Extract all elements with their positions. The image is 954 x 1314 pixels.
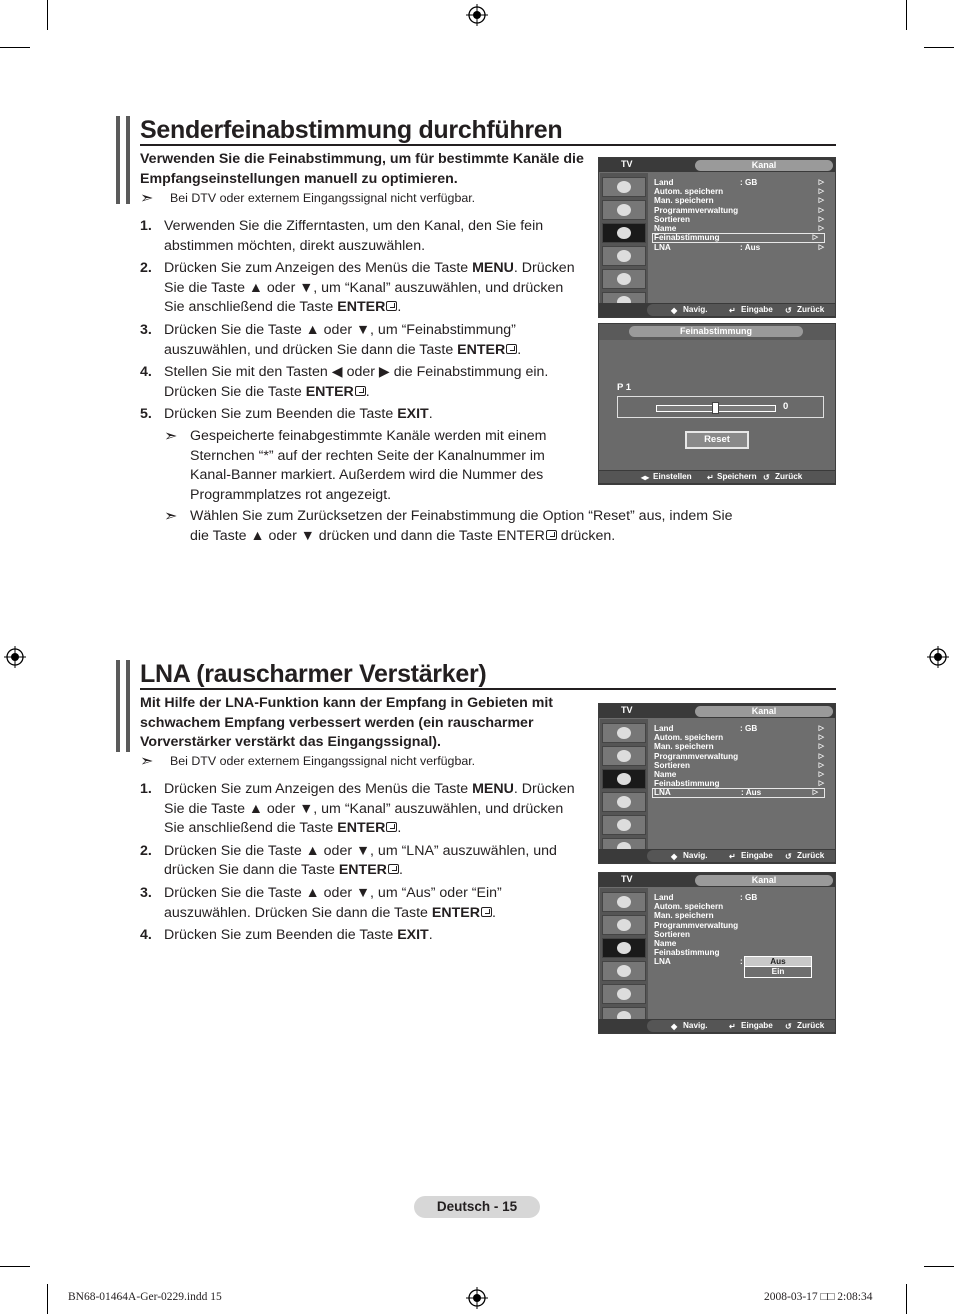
osd-lna-options	[598, 872, 836, 1034]
osd-item-lna[interactable]: LNA :	[654, 957, 743, 967]
osd-menu-title: Kanal	[695, 160, 833, 171]
step-number: 1.	[140, 781, 152, 797]
key-label: ENTER	[431, 904, 480, 921]
osd-item-name[interactable]: Name ▷	[654, 769, 824, 779]
osd-item-sort[interactable]: Sortieren	[654, 929, 690, 939]
step-number: 3.	[140, 884, 152, 901]
osd-item-sort[interactable]: Sortieren ▷	[654, 760, 824, 770]
osd-header	[599, 704, 835, 718]
return-icon: ↺	[785, 852, 792, 861]
osd-item-manual-store[interactable]: Man. speichern ▷	[654, 742, 824, 752]
tip-text: drücken.	[556, 527, 616, 544]
navigate-icon: ◆	[671, 1022, 678, 1031]
osd-tv-label: TV	[621, 705, 633, 715]
arrow-right-icon: ▷	[818, 761, 824, 769]
reset-button[interactable]: Reset	[685, 431, 749, 449]
note	[140, 190, 610, 207]
arrow-right-icon: ▷	[818, 197, 824, 205]
step-text: Verwenden Sie die Zifferntasten, um den Kanal, den Sie fein abstimmen möchten, direkt auszuwählen.	[164, 218, 544, 254]
osd-item-land[interactable]: Land : GB ▷	[654, 724, 824, 733]
step-number: 4.	[140, 364, 152, 381]
setup-menu-icon	[602, 961, 646, 981]
section-bar	[116, 116, 130, 204]
osd-item-lna[interactable]: LNA : Aus ▷	[654, 242, 824, 252]
osd-footer: ◆ Navig. ↵ Eingabe ↺ Zurück	[599, 303, 835, 317]
sound-menu-icon	[602, 915, 646, 935]
navigate-icon: ◆	[671, 852, 678, 861]
step-number: 3.	[140, 321, 152, 338]
step-text: . Drücken Sie die Taste ▲ oder ▼, um “Kanal” auszuwählen, und drücken Sie anschließend die Taste	[164, 260, 575, 316]
enter-icon: ↵	[707, 473, 714, 482]
osd-header	[599, 158, 835, 172]
osd-item-channel-manager[interactable]: Programmverwaltung ▷	[654, 751, 824, 761]
osd-item-auto-store[interactable]: Autom. speichern ▷	[654, 733, 824, 743]
step-item	[140, 926, 584, 946]
osd-menu-list	[654, 724, 834, 798]
sound-menu-icon	[602, 746, 646, 766]
channel-menu-icon	[602, 938, 646, 958]
osd-channel-menu-lna	[598, 703, 836, 864]
osd-item-auto-store[interactable]: Autom. speichern	[654, 902, 724, 912]
osd-fine-title: Feinabstimmung	[629, 326, 803, 337]
step-text: .	[428, 406, 433, 423]
arrow-right-icon: ▷	[818, 743, 824, 751]
step-number: 2.	[140, 260, 152, 277]
key-label: EXIT	[397, 927, 429, 944]
step-item	[140, 259, 586, 318]
arrow-note-icon: ➣	[164, 508, 178, 526]
arrow-right-icon: ▷	[818, 780, 824, 788]
osd-item-manual-store[interactable]: Man. speichern	[654, 911, 714, 921]
osd-header	[599, 873, 835, 887]
crop-mark	[924, 1266, 954, 1267]
channel-menu-icon	[602, 769, 646, 789]
osd-item-name[interactable]: Name	[654, 938, 677, 948]
fine-tune-value: 0	[783, 401, 789, 412]
note-text: Bei DTV oder externem Eingangssignal nicht verfügbar.	[170, 191, 476, 205]
return-icon: ↺	[785, 1022, 792, 1031]
section-bar	[116, 660, 130, 752]
setup-menu-icon	[602, 792, 646, 812]
step-item	[140, 842, 584, 881]
osd-tv-label: TV	[621, 874, 633, 884]
step-text: .	[517, 341, 522, 358]
osd-sidebar	[600, 173, 648, 303]
step-text: Drücken Sie zum Anzeigen des Menüs die Taste	[164, 781, 473, 797]
crop-mark	[906, 0, 907, 30]
osd-item-fine-tune[interactable]: Feinabstimmung ▷	[652, 233, 825, 242]
arrow-right-icon: ▷	[818, 188, 824, 196]
osd-footer: ◆ Navig. ↵ Eingabe ↺ Zurück	[599, 849, 835, 863]
step-text: .	[428, 927, 433, 944]
step-item	[140, 780, 584, 839]
key-label: ENTER	[305, 383, 354, 400]
arrow-note-icon: ➣	[140, 190, 154, 207]
enter-key-icon	[481, 907, 492, 917]
osd-sidebar	[600, 719, 648, 849]
step-text: Stellen Sie mit den Tasten ◀ oder ▶ die Feinabstimmung ein. Drücken Sie die Taste	[164, 364, 549, 400]
step-text: Drücken Sie zum Anzeigen des Menüs die Taste	[164, 260, 473, 277]
section-title: LNA (rauscharmer Verstärker)	[140, 660, 487, 688]
arrow-right-icon: ▷	[812, 234, 818, 242]
registration-mark-icon	[927, 646, 949, 668]
navigate-icon: ◆	[671, 306, 678, 315]
step-item	[140, 217, 586, 256]
step-text: .	[397, 299, 402, 316]
key-label: ENTER	[337, 820, 386, 837]
arrow-right-icon: ▷	[812, 789, 818, 797]
key-label: ENTER	[457, 341, 506, 358]
return-icon: ↺	[763, 473, 770, 482]
step-text: Drücken Sie zum Beenden die Taste	[164, 406, 398, 423]
key-label: ENTER	[338, 862, 387, 879]
osd-tv-label: TV	[621, 159, 633, 169]
crop-mark	[0, 1266, 30, 1267]
left-right-icon: ◂▸	[641, 473, 650, 482]
setup-menu-icon	[602, 246, 646, 266]
step-text: Drücken Sie die Taste ▲ oder ▼, um “Feinabstimmung” auszuwählen, und drücken Sie dann die Taste	[164, 321, 516, 358]
sound-menu-icon	[602, 200, 646, 220]
channel-label: P 1	[617, 382, 632, 393]
enter-icon: ↵	[729, 852, 736, 861]
osd-header	[599, 324, 835, 340]
step-text: . Drücken Sie die Taste ▲ oder ▼, um “Kanal” auszuwählen, und drücken Sie anschließend die Taste	[164, 781, 575, 837]
osd-item-fine-tune[interactable]: Feinabstimmung ▷	[654, 779, 824, 789]
step-item	[140, 405, 586, 425]
osd-menu-title: Kanal	[695, 706, 833, 717]
step-item	[140, 321, 586, 360]
step-text: .	[398, 862, 403, 879]
title-rule	[140, 688, 836, 690]
step-text: Drücken Sie die Taste ▲ oder ▼, um “Aus” oder “Ein” auszuwählen. Drücken Sie dann die Taste	[164, 884, 502, 921]
enter-key-icon	[388, 864, 399, 874]
arrow-right-icon: ▷	[818, 734, 824, 742]
tip-text: Gespeicherte feinabgestimmte Kanäle werden mit einem Sternchen “*” auf der rechten Seite der Kanalnummer im Kanal-Banner markiert. Außerdem wird die Nummer des Programmplatzes rot angezeigt.	[190, 427, 547, 503]
osd-fine-tune	[598, 323, 836, 485]
crop-mark	[906, 1284, 907, 1314]
section-intro: Verwenden Sie die Feinabstimmung, um für bestimmte Kanäle die Empfangseinstellungen manuell zu optimieren.	[140, 151, 584, 187]
key-label: EXIT	[397, 406, 429, 423]
enter-key-icon	[386, 301, 397, 311]
page-number: Deutsch - 15	[414, 1196, 540, 1218]
osd-item-channel-manager[interactable]: Programmverwaltung	[654, 920, 739, 930]
arrow-right-icon: ▷	[818, 770, 824, 778]
arrow-right-icon: ▷	[818, 215, 824, 223]
key-label: MENU	[472, 260, 514, 277]
osd-item-auto-store[interactable]: Autom. speichern ▷	[654, 187, 824, 197]
step-item	[140, 884, 544, 923]
arrow-right-icon: ▷	[818, 206, 824, 214]
arrow-right-icon: ▷	[818, 243, 824, 251]
picture-menu-icon	[602, 723, 646, 743]
step-text: .	[397, 820, 402, 837]
enter-key-icon	[546, 530, 557, 540]
osd-menu-list	[654, 178, 834, 252]
step-text: Drücken Sie die Taste ▲ oder ▼, um “LNA” auszuwählen, und drücken Sie dann die Taste	[164, 842, 557, 879]
arrow-right-icon: ▷	[818, 725, 824, 732]
osd-item-sort[interactable]: Sortieren ▷	[654, 214, 824, 224]
osd-item-fine-tune[interactable]: Feinabstimmung	[654, 948, 720, 958]
arrow-note-icon: ➣	[164, 427, 178, 445]
osd-sidebar	[600, 888, 648, 1019]
step-number: 2.	[140, 842, 152, 859]
step-text: Drücken Sie zum Beenden die Taste	[164, 927, 398, 944]
fine-tune-slider-box	[617, 396, 824, 418]
step-text: .	[365, 383, 370, 400]
tip-note	[164, 507, 740, 546]
picture-menu-icon	[602, 177, 646, 197]
lna-option-ein[interactable]: Ein	[744, 966, 812, 978]
step-number: 5.	[140, 406, 152, 423]
channel-menu-icon	[602, 223, 646, 243]
enter-key-icon	[386, 822, 397, 832]
date-slug: 2008-03-17 □□ 2:08:34	[764, 1291, 873, 1303]
registration-mark-icon	[466, 1287, 488, 1309]
section-title: Senderfeinabstimmung durchführen	[140, 116, 563, 144]
input-menu-icon	[602, 815, 646, 835]
arrow-right-icon: ▷	[818, 179, 824, 186]
enter-key-icon	[355, 386, 366, 396]
osd-item-channel-manager[interactable]: Programmverwaltung ▷	[654, 205, 824, 215]
crop-mark	[47, 1284, 48, 1314]
osd-item-name[interactable]: Name ▷	[654, 223, 824, 233]
registration-mark-icon	[4, 646, 26, 668]
arrow-right-icon: ▷	[818, 224, 824, 232]
slider-thumb[interactable]	[712, 402, 719, 414]
section-intro: Mit Hilfe der LNA-Funktion kann der Empfang in Gebieten mit schwachem Empfang verbessert werden (ein rauscharmer Vorverstärker verstärkt das Eingangssignal).	[140, 695, 554, 750]
osd-item-lna[interactable]: LNA : Aus ▷	[652, 788, 825, 797]
return-icon: ↺	[785, 306, 792, 315]
tip-note	[164, 427, 562, 505]
enter-icon: ↵	[729, 306, 736, 315]
osd-footer: ◂▸ Einstellen ↵ Speichern ↺ Zurück	[599, 470, 835, 484]
osd-item-land[interactable]: Land : GB	[654, 893, 758, 902]
crop-mark	[47, 0, 48, 30]
note	[140, 753, 610, 770]
arrow-right-icon: ▷	[818, 752, 824, 760]
title-rule	[140, 144, 836, 146]
enter-key-icon	[506, 344, 517, 354]
picture-menu-icon	[602, 892, 646, 912]
osd-footer: ◆ Navig. ↵ Eingabe ↺ Zurück	[599, 1019, 835, 1033]
osd-channel-menu	[598, 157, 836, 318]
crop-mark	[924, 47, 954, 48]
arrow-note-icon: ➣	[140, 753, 154, 770]
step-text: .	[492, 904, 496, 921]
osd-menu-title: Kanal	[695, 875, 833, 886]
step-item	[140, 363, 586, 402]
step-number: 4.	[140, 927, 152, 944]
osd-item-manual-store[interactable]: Man. speichern ▷	[654, 196, 824, 206]
tip-text: Wählen Sie zum Zurücksetzen der Feinabstimmung die Option “Reset” aus, indem Sie die Taste ▲ oder ▼ drücken und dann die Taste ENTER	[190, 508, 733, 544]
input-menu-icon	[602, 984, 646, 1004]
lna-option-aus[interactable]: Aus	[744, 956, 812, 967]
key-label: ENTER	[337, 299, 386, 316]
registration-mark-icon	[466, 4, 488, 26]
enter-icon: ↵	[729, 1022, 736, 1031]
note-text: Bei DTV oder externem Eingangssignal nicht verfügbar.	[170, 754, 476, 768]
key-label: MENU	[472, 781, 514, 797]
file-slug: BN68-01464A-Ger-0229.indd 15	[68, 1291, 222, 1303]
crop-mark	[0, 47, 30, 48]
osd-item-land[interactable]: Land : GB ▷	[654, 178, 824, 187]
step-number: 1.	[140, 218, 152, 234]
input-menu-icon	[602, 269, 646, 289]
steps-list	[140, 780, 590, 949]
